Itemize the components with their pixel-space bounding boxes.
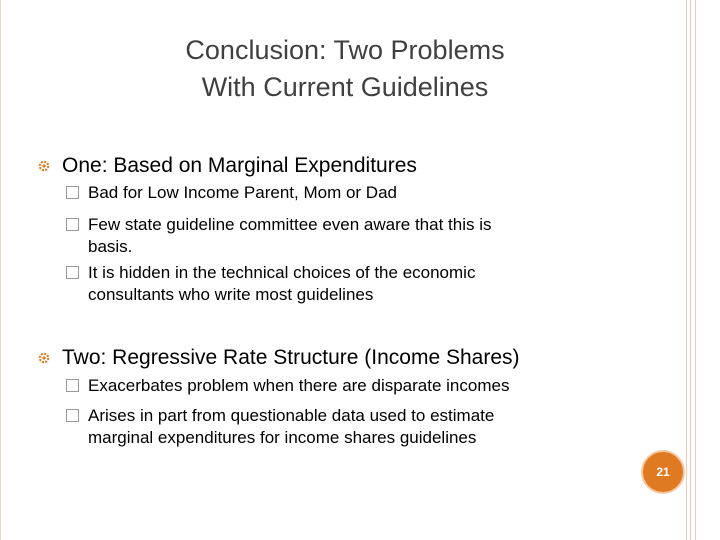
bullet-2-text: Two: Regressive Rate Structure (Income Shares) [62, 346, 520, 369]
sub-bullet-text: Arises in part from questionable data used to estimate [88, 406, 495, 425]
sub-bullet-2-1 [88, 375, 628, 397]
sub-bullet-text: It is hidden in the technical choices of the economic [88, 263, 476, 282]
sub-bullet-text-cont: consultants who write most guidelines [88, 285, 374, 304]
title-line-2: With Current Guidelines [201, 72, 489, 102]
sub-bullet-text-cont: basis. [88, 237, 133, 256]
sub-bullet-1-1 [88, 182, 628, 204]
sub-bullet-text: Bad for Low Income Parent, Mom or Dad [88, 183, 397, 202]
page-number-badge: 21 [641, 450, 685, 494]
sub-bullet-2-2 [88, 405, 628, 449]
sub-bullet-1-3 [88, 262, 628, 306]
checkbox-bullet-icon [66, 218, 79, 231]
checkbox-bullet-icon [66, 266, 79, 279]
checkbox-bullet-icon [66, 379, 79, 392]
gear-bullet-icon [38, 160, 50, 172]
sub-bullet-1-2 [88, 214, 628, 258]
gear-bullet-icon [38, 352, 50, 364]
sub-bullet-text-cont: marginal expenditures for income shares guidelines [88, 428, 477, 447]
bullet-1-text: One: Based on Marginal Expenditures [62, 154, 417, 177]
checkbox-bullet-icon [66, 186, 79, 199]
sub-bullet-text: Exacerbates problem when there are disparate incomes [88, 376, 510, 395]
checkbox-bullet-icon [66, 409, 79, 422]
sub-bullet-text: Few state guideline committee even aware that this is [88, 215, 492, 234]
title-line-1: Conclusion: Two Problems [185, 35, 505, 65]
